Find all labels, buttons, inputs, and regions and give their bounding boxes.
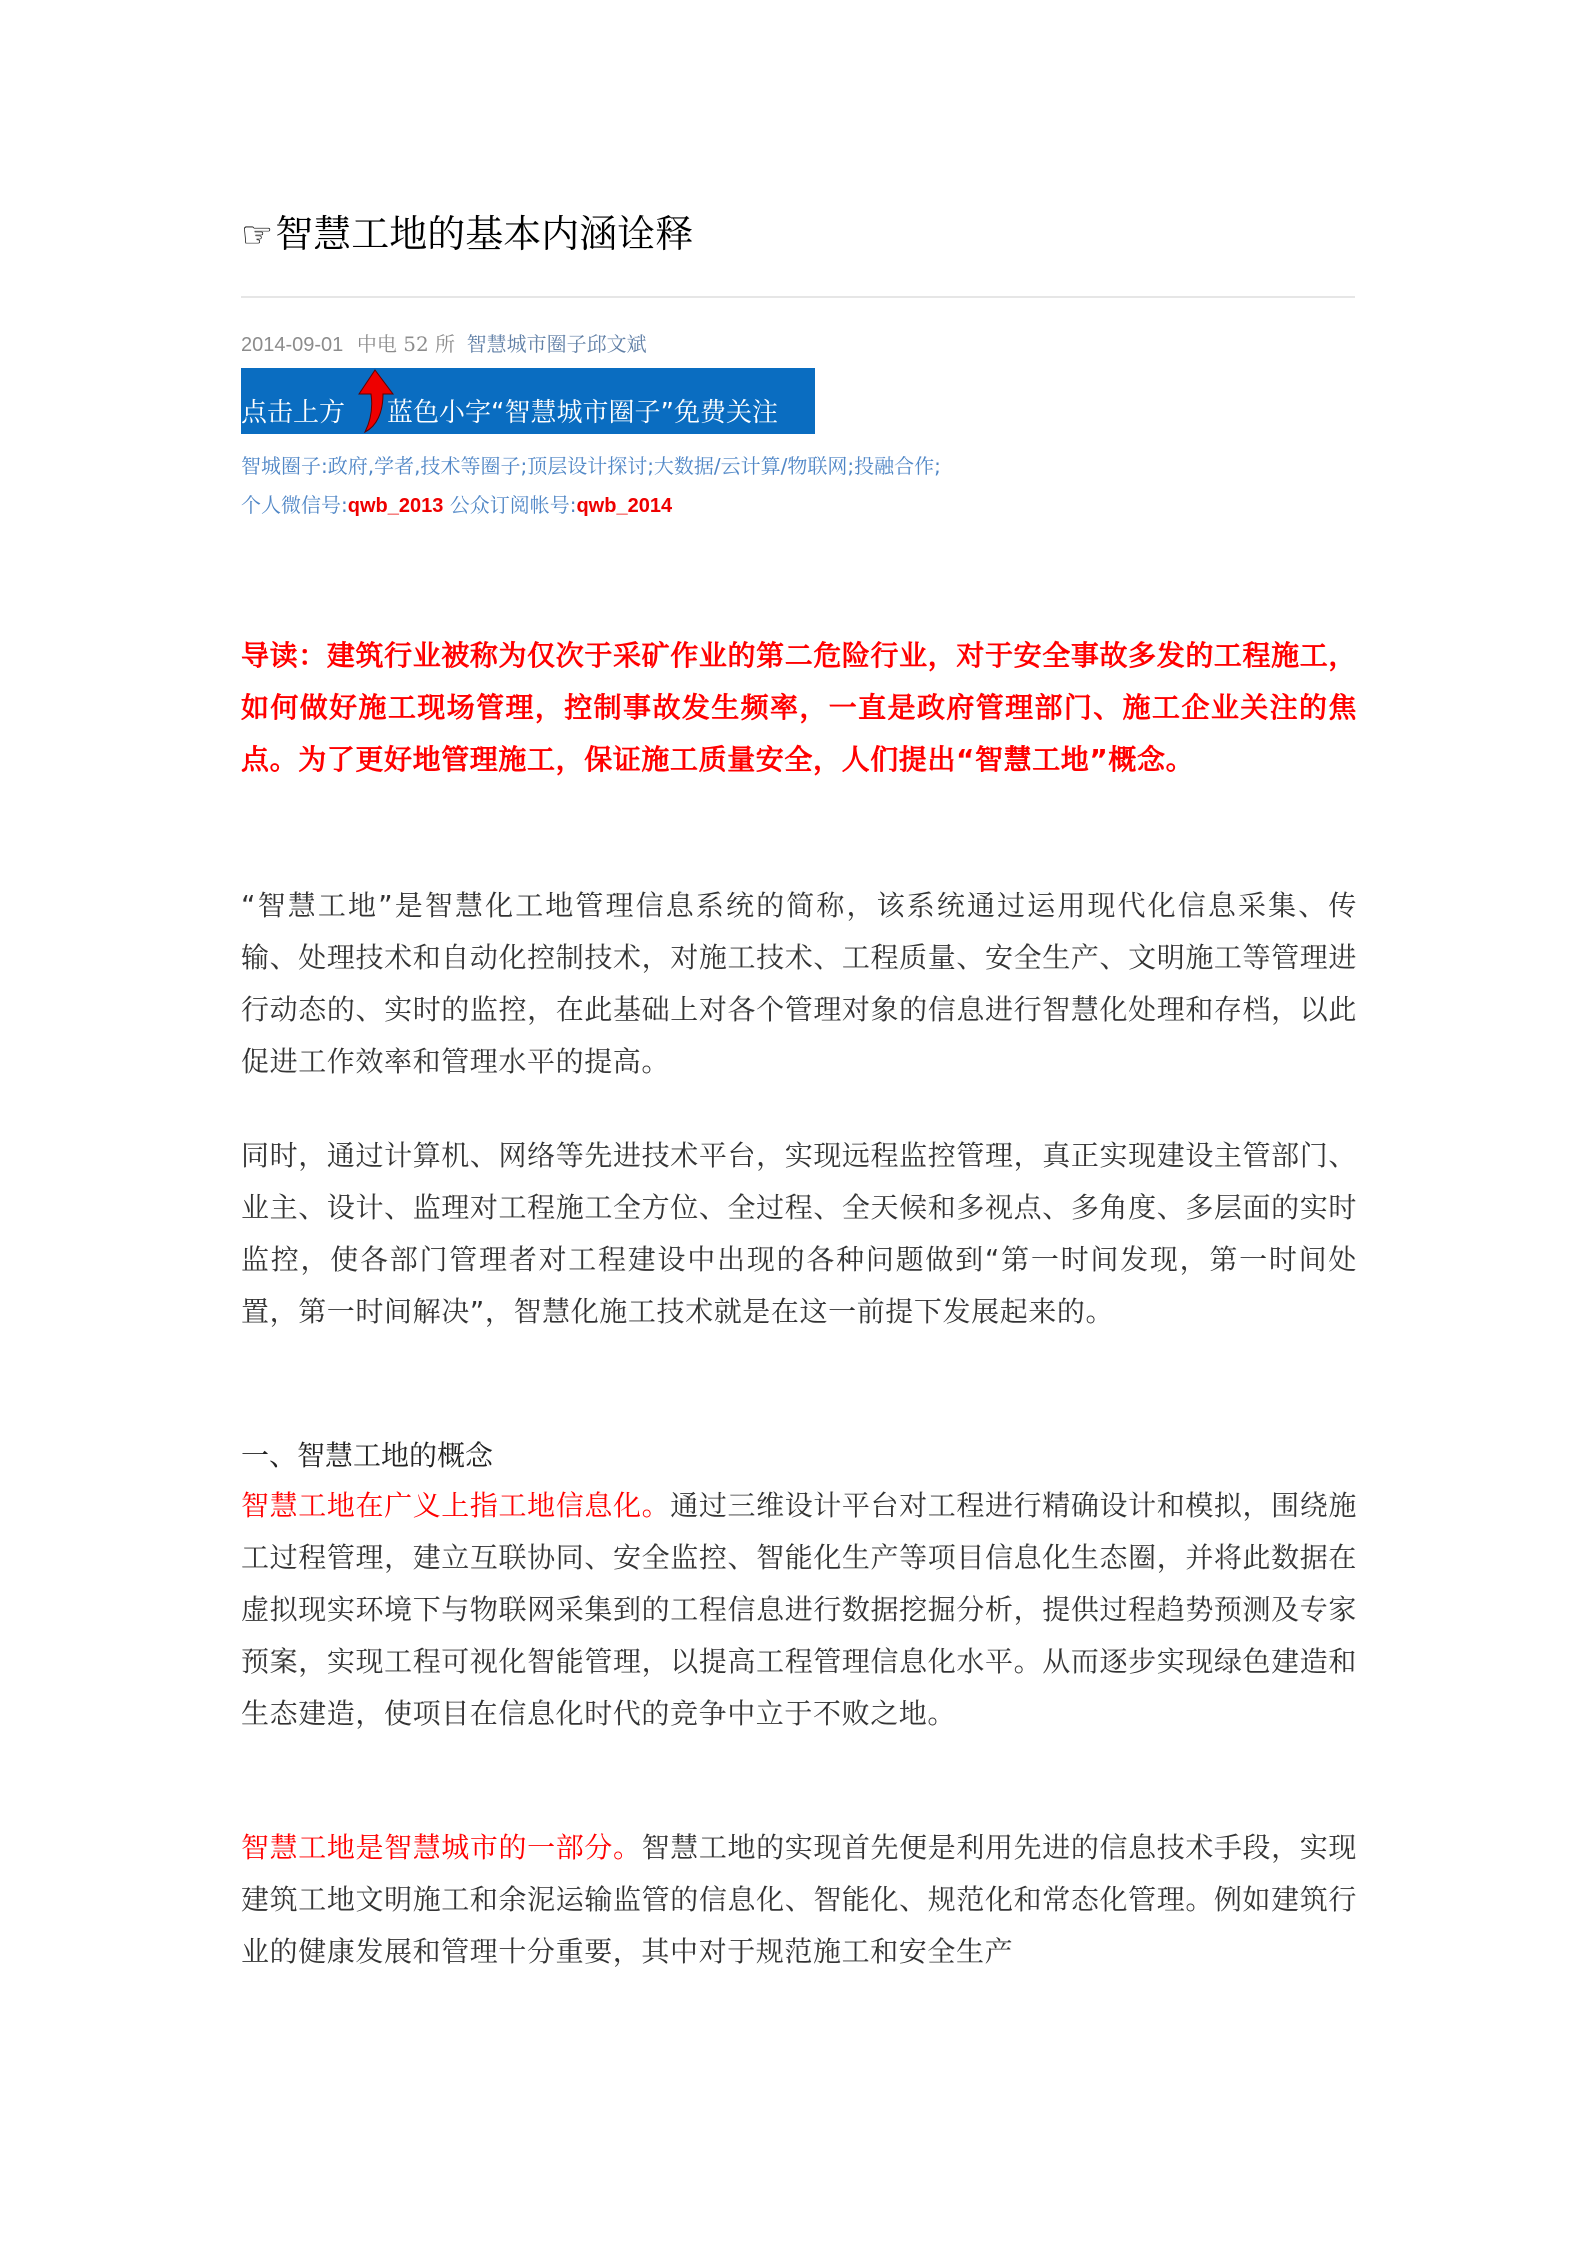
wechat-ids-line: [241, 491, 672, 520]
paragraph-text: 智慧工地的实现首先便是利用先进的信息技术手段，实现建筑工地文明施工和余泥运输监管的信息化、智能化、规范化和常态化管理。例如建筑行业的健康发展和管理十分重要，其中对于规范施工和安全生产: [241, 1831, 1357, 1968]
personal-wechat-label: 个人微信号:: [241, 493, 348, 517]
article-meta: [241, 330, 647, 359]
highlight-text: 智慧工地在广义上指工地信息化。: [241, 1489, 671, 1522]
article-title: [241, 206, 693, 264]
public-account-label: 公众订阅帐号:: [449, 493, 577, 517]
body-paragraph-1: “智慧工地”是智慧化工地管理信息系统的简称，该系统通过运用现代化信息采集、传输、处理技术和自动化控制技术，对施工技术、工程质量、安全生产、文明施工等管理进行动态的、实时的监控，在此基础上对各个管理对象的信息进行智慧化处理和存档，以此促进工作效率和管理水平的提高。: [241, 889, 1357, 1078]
banner-text: [241, 396, 778, 430]
publish-date: 2014-09-01: [241, 334, 344, 356]
paragraph-text: 通过三维设计平台对工程进行精确设计和模拟，围绕施工过程管理，建立互联协同、安全监控、智能化生产等项目信息化生态圈，并将此数据在虚拟现实环境下与物联网采集到的工程信息进行数据挖掘分析，提供过程趋势预测及专家预案，实现工程可视化智能管理，以提高工程管理信息化水平。从而逐步实现绿色建造和生态建造，使项目在信息化时代的竞争中立于不败之地。: [241, 1489, 1357, 1730]
body-paragraph-4: [241, 1822, 1357, 1978]
banner-text-after: 蓝色小字“智慧城市圈子”免费关注: [387, 398, 778, 428]
publisher-org: 中电 52 所: [356, 332, 456, 356]
public-account-id: qwb_2014: [576, 495, 673, 517]
section-heading-concept: 一、智慧工地的概念: [241, 1439, 494, 1472]
pointing-hand-icon: ☞: [241, 215, 274, 256]
circle-tagline: 智城圈子:政府,学者,技术等圈子;顶层设计探讨;大数据/云计算/物联网;投融合作;: [241, 454, 941, 478]
lead-paragraph: 导读：建筑行业被称为仅次于采矿作业的第二危险行业，对于安全事故多发的工程施工，如何做好施工现场管理，控制事故发生频率，一直是政府管理部门、施工企业关注的焦点。为了更好地管理施工，保证施工质量安全，人们提出“智慧工地”概念。: [241, 639, 1357, 776]
highlight-text: 智慧工地是智慧城市的一部分。: [241, 1831, 642, 1864]
body-paragraph-3: [241, 1480, 1357, 1740]
follow-banner: [241, 368, 815, 434]
title-divider: [241, 296, 1355, 298]
personal-wechat-id: qwb_2013: [347, 495, 444, 517]
article-title-text: 智慧工地的基本内涵诠释: [275, 212, 694, 256]
account-link[interactable]: 智慧城市圈子邱文斌: [466, 332, 647, 356]
banner-text-before: 点击上方: [241, 398, 346, 428]
body-paragraph-2: 同时，通过计算机、网络等先进技术平台，实现远程监控管理，真正实现建设主管部门、业主、设计、监理对工程施工全方位、全过程、全天候和多视点、多角度、多层面的实时监控，使各部门管理者对工程建设中出现的各种问题做到“第一时间发现，第一时间处置，第一时间解决”，智慧化施工技术就是在这一前提下发展起来的。: [241, 1139, 1357, 1328]
